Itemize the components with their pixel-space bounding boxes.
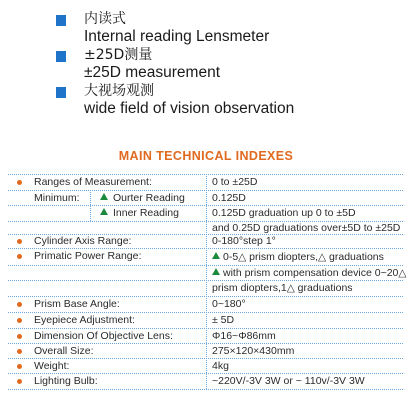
spec-label: Eyepiece Adjustment: <box>34 314 135 326</box>
spec-value: with prism compensation device 0~20△ <box>212 267 406 280</box>
spec-value: 0-180°step 1° <box>212 235 276 247</box>
feature-chinese-label: ±25D测量 <box>84 47 153 63</box>
spec-value: 275×120×430mm <box>212 345 295 357</box>
orange-dot-icon <box>17 349 22 354</box>
spec-sublabel: Ourter Reading <box>94 192 185 205</box>
spec-value: prism diopters,1△ graduations <box>212 282 353 294</box>
square-bullet-icon <box>56 51 66 62</box>
feature-item <box>0 46 412 82</box>
column-divider <box>206 174 207 389</box>
orange-dot-icon <box>17 239 22 244</box>
spec-value: 0~180° <box>212 298 246 310</box>
square-bullet-icon <box>56 87 66 98</box>
feature-english-label: ±25D measurement <box>84 64 221 81</box>
green-triangle-icon <box>100 193 108 200</box>
spec-value: ± 5D <box>212 314 235 326</box>
feature-chinese-label: 大视场观测 <box>84 83 154 99</box>
feature-item <box>0 82 412 118</box>
spec-value: ~220V/-3V 3W or ~ 110v/-3V 3W <box>212 375 365 387</box>
spec-value: 0 to ±25D <box>212 176 258 188</box>
spec-label: Ranges of Measurement: <box>34 176 152 188</box>
orange-dot-icon <box>17 302 22 307</box>
orange-dot-icon <box>17 379 22 384</box>
orange-dot-icon <box>17 334 22 339</box>
spec-label: Prism Base Angle: <box>34 298 120 310</box>
spec-label: Overall Size: <box>34 345 94 357</box>
orange-dot-icon <box>17 254 22 259</box>
orange-dot-icon <box>17 318 22 323</box>
spec-sublabel: Inner Reading <box>94 207 179 220</box>
spec-value: 4kg <box>212 360 229 372</box>
spec-value: 0.125D graduation up 0 to ±5D <box>212 207 356 219</box>
feature-item <box>0 10 412 46</box>
green-triangle-icon <box>100 208 108 215</box>
spec-label: Lighting Bulb: <box>34 375 98 387</box>
feature-english-label: Internal reading Lensmeter <box>84 28 270 45</box>
orange-dot-icon <box>17 364 22 369</box>
green-triangle-icon <box>212 268 220 275</box>
feature-chinese-label: 内读式 <box>84 11 126 27</box>
spec-value: 0-5△ prism diopters,△ graduations <box>212 251 384 264</box>
row-divider <box>8 389 403 390</box>
spec-label: Dimension Of Objective Lens: <box>34 330 173 342</box>
spec-label: Weight: <box>34 360 70 372</box>
spec-label: Cylinder Axis Range: <box>34 235 132 247</box>
column-divider <box>90 190 91 221</box>
spec-value: and 0.25D graduations over±5D to ±25D <box>212 222 401 234</box>
spec-value: Φ16~Φ86mm <box>212 330 276 342</box>
spec-value: 0.125D <box>212 192 246 204</box>
spec-label: Minimum: <box>34 192 80 204</box>
spec-label: Primatic Power Range: <box>34 250 142 262</box>
orange-dot-icon <box>17 180 22 185</box>
feature-english-label: wide field of vision observation <box>84 100 295 117</box>
green-triangle-icon <box>212 252 220 259</box>
section-title: MAIN TECHNICAL INDEXES <box>118 149 294 163</box>
square-bullet-icon <box>56 15 66 26</box>
